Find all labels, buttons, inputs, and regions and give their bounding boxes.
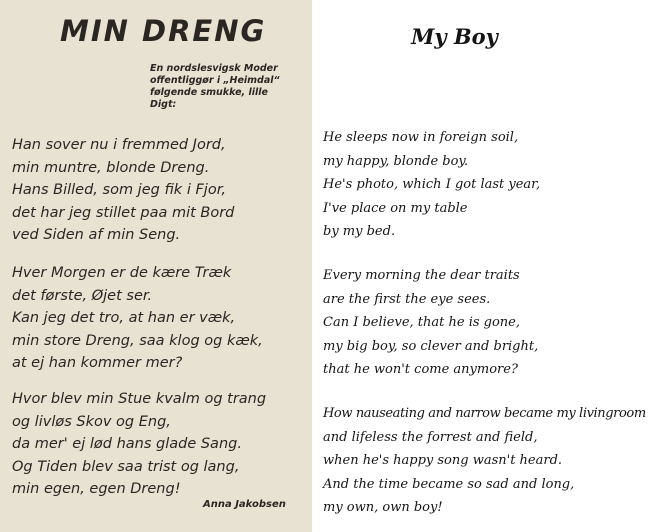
- translation-line: by my bed.: [323, 224, 396, 239]
- translation-line: and lifeless the forrest and field,: [323, 429, 538, 445]
- poem-line: ved Siden af min Seng.: [12, 227, 181, 243]
- translation-panel: [312, 0, 672, 532]
- translation-line: when he's happy song wasn't heard.: [323, 453, 563, 468]
- author-signature: Anna Jakobsen: [203, 499, 286, 510]
- intro-line: følgende smukke, lille: [150, 87, 268, 98]
- poem-line: min egen, egen Dreng!: [12, 481, 181, 497]
- translation-line: Every morning the dear traits: [323, 268, 520, 283]
- original-poem-panel: [0, 0, 312, 532]
- original-stanza-2: [12, 262, 263, 375]
- intro-line: En nordslesvigsk Moder: [150, 63, 278, 74]
- original-stanza-3: [12, 388, 266, 501]
- intro-line: offentliggør i „Heimdal“: [150, 75, 280, 86]
- intro-line: Digt:: [150, 99, 177, 110]
- translation-line: He's photo, which I got last year,: [323, 177, 541, 192]
- translation-line: How nauseating and narrow became my livingroom: [323, 406, 646, 421]
- translation-line: And the time became so sad and long,: [323, 476, 575, 492]
- original-title: MIN DRENG: [60, 14, 267, 48]
- translation-line: I've place on my table: [323, 200, 468, 216]
- translation-line: are the first the eye sees.: [323, 291, 491, 307]
- poem-line: Hver Morgen er de kære Træk: [12, 265, 232, 281]
- original-stanza-1: [12, 134, 234, 247]
- translation-line: my happy, blonde boy.: [323, 153, 469, 169]
- poem-line: og livløs Skov og Eng,: [12, 413, 171, 430]
- poem-line: Og Tiden blev saa trist og lang,: [12, 458, 240, 475]
- translation-stanza-3: [323, 402, 646, 520]
- poem-line: det har jeg stillet paa mit Bord: [12, 204, 235, 221]
- translation-line: my big boy, so clever and bright,: [323, 338, 539, 354]
- translation-stanza-1: [323, 126, 540, 244]
- translation-stanza-2: [323, 264, 538, 382]
- poem-line: Hans Billed, som jeg fik i Fjor,: [12, 182, 226, 198]
- poem-line: Han sover nu i fremmed Jord,: [12, 137, 226, 153]
- translation-title: My Boy: [411, 24, 498, 49]
- poem-line: min muntre, blonde Dreng.: [12, 159, 210, 176]
- translation-line: my own, own boy!: [323, 500, 443, 515]
- poem-line: Hvor blev min Stue kvalm og trang: [12, 391, 267, 407]
- poem-line: det første, Øjet ser.: [12, 287, 153, 304]
- poem-line: at ej han kommer mer?: [12, 355, 183, 371]
- translation-line: that he won't come anymore?: [323, 362, 518, 377]
- poem-line: Kan jeg det tro, at han er væk,: [12, 310, 236, 326]
- translation-line: Can I believe, that he is gone,: [323, 315, 521, 330]
- original-intro: [150, 63, 312, 111]
- translation-line: He sleeps now in foreign soil,: [323, 130, 519, 145]
- poem-line: min store Dreng, saa klog og kæk,: [12, 332, 263, 349]
- poem-line: da mer' ej lød hans glade Sang.: [12, 436, 242, 452]
